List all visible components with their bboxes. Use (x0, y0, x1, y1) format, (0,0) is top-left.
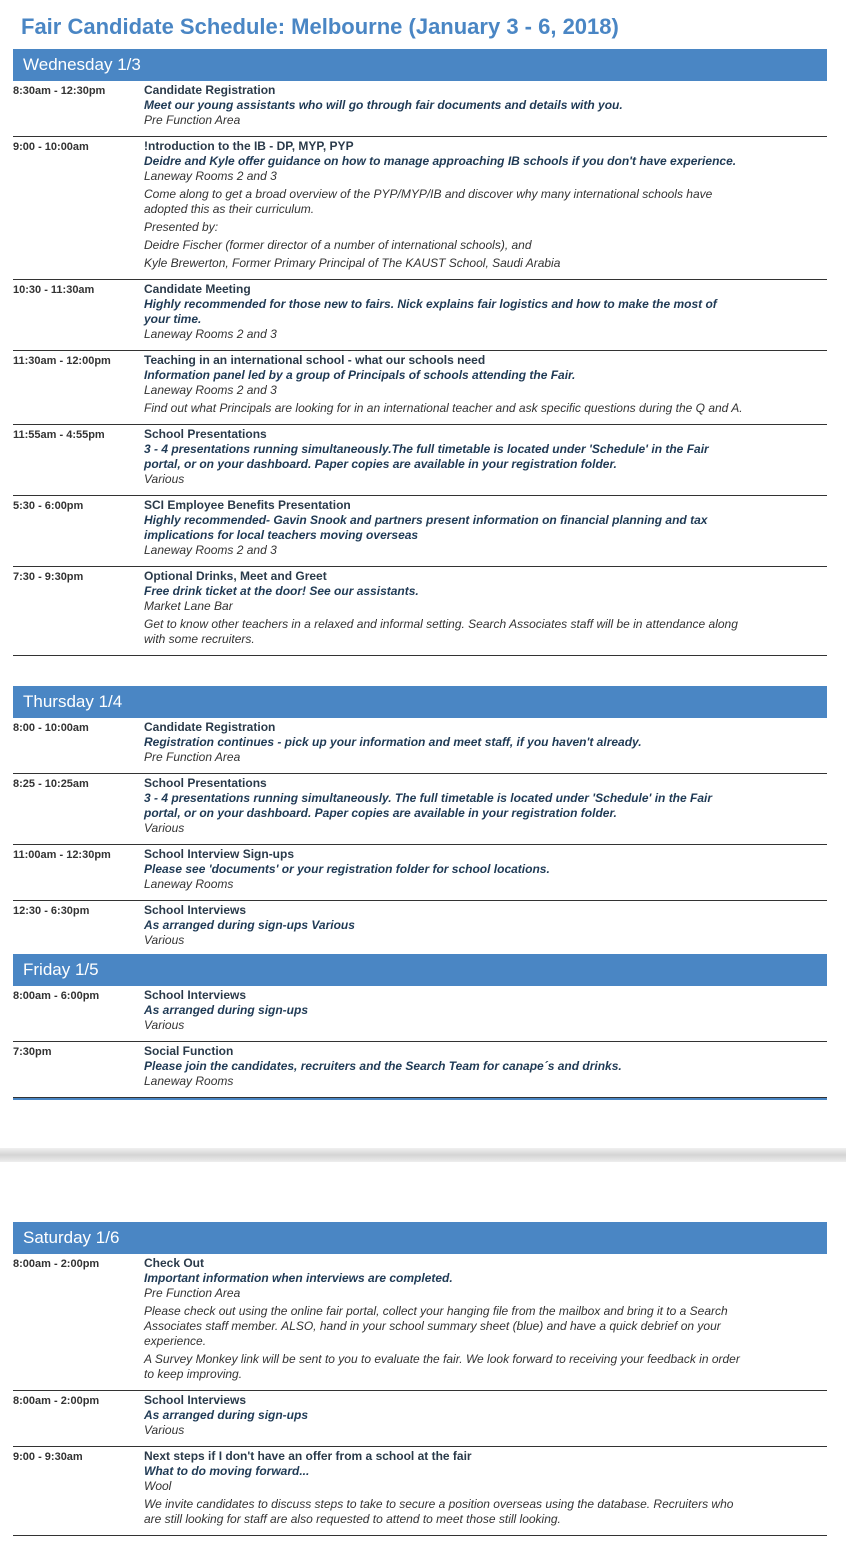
entry-title: School Presentations (144, 427, 267, 441)
entry-subtitle: Meet our young assistants who will go through fair documents and details with you. (144, 98, 623, 112)
schedule-entry (13, 280, 827, 351)
entry-time: 10:30 - 11:30am (13, 284, 95, 296)
entry-note: Get to know other teachers in a relaxed and informal setting. Search Associates staff will be in attendance along with some recruiters. (144, 617, 738, 646)
entry-title: Teaching in an international school - what our schools need (144, 353, 486, 367)
day-section (13, 1222, 827, 1536)
entry-note: We invite candidates to discuss steps to take to secure a position overseas using the database. Recruiters who are still looking for staff are also requested to attend to meet those still looking. (144, 1497, 734, 1526)
entry-location: Laneway Rooms 2 and 3 (144, 383, 277, 397)
entry-location: Laneway Rooms (144, 877, 234, 891)
entry-title: School Interviews (144, 1393, 247, 1407)
entry-note: Please check out using the online fair portal, collect your hanging file from the mailbox and bring it to a Search Associates staff member. ALSO, hand in your school summary sheet (blue) and have a quick debrief on your experience. (144, 1304, 728, 1348)
entry-description (144, 1256, 744, 1382)
schedule-entry (13, 718, 827, 774)
schedule-entry (13, 1391, 827, 1447)
schedule-entry (13, 986, 827, 1042)
entry-subtitle: As arranged during sign-ups (144, 1003, 309, 1017)
entry-subtitle: 3 - 4 presentations running simultaneously. The full timetable is located under 'Schedule' in the Fair portal, or on your dashboard. Paper copies are available in your registration folder. (144, 791, 713, 820)
entry-subtitle: Highly recommended for those new to fairs. Nick explains fair logistics and how to make the most of your time. (144, 297, 717, 326)
entry-time: 11:00am - 12:30pm (13, 849, 111, 861)
entry-time: 12:30 - 6:30pm (13, 905, 90, 917)
entry-location: Laneway Rooms 2 and 3 (144, 543, 277, 557)
entry-title: SCI Employee Benefits Presentation (144, 498, 351, 512)
entry-title: !ntroduction to the IB - DP, MYP, PYP (144, 139, 354, 153)
entry-subtitle: 3 - 4 presentations running simultaneously.The full timetable is located under 'Schedule' in the Fair portal, or on your dashboard. Paper copies are available in your registration folder. (144, 442, 709, 471)
entry-title: Social Function (144, 1044, 234, 1058)
entry-description (144, 776, 744, 836)
entry-location: Various (144, 821, 185, 835)
entry-title: Candidate Meeting (144, 282, 251, 296)
schedule-entry (13, 845, 827, 901)
entry-description (144, 903, 744, 948)
entry-note: Kyle Brewerton, Former Primary Principal of The KAUST School, Saudi Arabia (144, 256, 561, 270)
entry-location: Pre Function Area (144, 113, 241, 127)
entry-subtitle: As arranged during sign-ups Various (144, 918, 355, 932)
schedule-entry (13, 351, 827, 425)
entry-title: Next steps if I don't have an offer from a school at the fair (144, 1449, 472, 1463)
entry-description (144, 1449, 744, 1527)
entry-description (144, 353, 744, 416)
entry-location: Various (144, 1018, 185, 1032)
entry-description (144, 139, 744, 271)
entry-note: A Survey Monkey link will be sent to you to evaluate the fair. We look forward to receiving your feedback in order to keep improving. (144, 1352, 740, 1381)
entry-location: Various (144, 472, 185, 486)
entry-title: School Interviews (144, 903, 247, 917)
day-header: Friday 1/5 (13, 954, 827, 986)
entry-location: Market Lane Bar (144, 599, 233, 613)
entry-location: Laneway Rooms (144, 1074, 234, 1088)
schedule-entry (13, 137, 827, 280)
entry-time: 8:00am - 6:00pm (13, 990, 100, 1002)
day-header: Thursday 1/4 (13, 686, 827, 718)
entry-location: Laneway Rooms 2 and 3 (144, 169, 277, 183)
entry-title: Optional Drinks, Meet and Greet (144, 569, 327, 583)
entry-time: 9:00 - 10:00am (13, 141, 89, 153)
entry-description (144, 1044, 744, 1089)
entry-title: Check Out (144, 1256, 205, 1270)
entry-title: School Interview Sign-ups (144, 847, 295, 861)
day-header: Saturday 1/6 (13, 1222, 827, 1254)
entry-time: 7:30 - 9:30pm (13, 571, 84, 583)
entry-description (144, 498, 744, 558)
entry-location: Pre Function Area (144, 750, 241, 764)
schedule-entry (13, 1042, 827, 1098)
entry-title: School Presentations (144, 776, 267, 790)
schedule-entry (13, 901, 827, 957)
entry-description (144, 569, 744, 647)
section-end-rule (13, 1098, 827, 1100)
entry-note: Deidre Fischer (former director of a number of international schools), and (144, 238, 532, 252)
entry-subtitle: Information panel led by a group of Principals of schools attending the Fair. (144, 368, 576, 382)
entry-time: 8:25 - 10:25am (13, 778, 89, 790)
entry-subtitle: Please join the candidates, recruiters and the Search Team for canape´s and drinks. (144, 1059, 622, 1073)
schedule-entry (13, 774, 827, 845)
entry-description (144, 988, 744, 1033)
entry-subtitle: Deidre and Kyle offer guidance on how to manage approaching IB schools if you don't have experience. (144, 154, 737, 168)
entry-title: School Interviews (144, 988, 247, 1002)
entry-time: 11:30am - 12:00pm (13, 355, 111, 367)
entry-time: 11:55am - 4:55pm (13, 429, 105, 441)
entry-time: 8:00am - 2:00pm (13, 1258, 100, 1270)
entry-subtitle: Registration continues - pick up your information and meet staff, if you haven't already. (144, 735, 642, 749)
entry-note: Come along to get a broad overview of the PYP/MYP/IB and discover why many international schools have adopted this as their curriculum. (144, 187, 713, 216)
entry-title: Candidate Registration (144, 720, 276, 734)
schedule-entry (13, 496, 827, 567)
day-header: Wednesday 1/3 (13, 49, 827, 81)
entry-location: Wool (144, 1479, 172, 1493)
page-title: Fair Candidate Schedule: Melbourne (January 3 - 6, 2018) (21, 14, 619, 39)
entry-time: 8:30am - 12:30pm (13, 85, 106, 97)
entry-description (144, 83, 744, 128)
entry-time: 8:00am - 2:00pm (13, 1395, 100, 1407)
day-section (13, 954, 827, 1100)
entry-location: Laneway Rooms 2 and 3 (144, 327, 277, 341)
entry-description (144, 427, 744, 487)
entry-note: Find out what Principals are looking for in an international teacher and ask specific questions during the Q and A. (144, 401, 743, 415)
entry-description (144, 282, 744, 342)
schedule-entry (13, 567, 827, 656)
entry-subtitle: Highly recommended- Gavin Snook and partners present information on financial planning and tax implications for local teachers moving overseas (144, 513, 708, 542)
page-separator (0, 1148, 846, 1162)
entry-description (144, 1393, 744, 1438)
schedule-entry (13, 1447, 827, 1536)
entry-title: Candidate Registration (144, 83, 276, 97)
entry-location: Various (144, 933, 185, 947)
entry-time: 5:30 - 6:00pm (13, 500, 84, 512)
schedule-entry (13, 81, 827, 137)
entry-subtitle: As arranged during sign-ups (144, 1408, 309, 1422)
schedule-entry (13, 1254, 827, 1391)
entry-subtitle: What to do moving forward... (144, 1464, 310, 1478)
entry-description (144, 847, 744, 892)
entry-location: Various (144, 1423, 185, 1437)
entry-subtitle: Free drink ticket at the door! See our assistants. (144, 584, 419, 598)
entry-time: 7:30pm (13, 1046, 52, 1058)
entry-subtitle: Please see 'documents' or your registration folder for school locations. (144, 862, 550, 876)
day-section (13, 49, 827, 656)
entry-note: Presented by: (144, 220, 219, 234)
entry-description (144, 720, 744, 765)
schedule-entry (13, 425, 827, 496)
entry-time: 8:00 - 10:00am (13, 722, 89, 734)
entry-subtitle: Important information when interviews are completed. (144, 1271, 453, 1285)
entry-location: Pre Function Area (144, 1286, 241, 1300)
entry-time: 9:00 - 9:30am (13, 1451, 83, 1463)
day-section (13, 686, 827, 957)
